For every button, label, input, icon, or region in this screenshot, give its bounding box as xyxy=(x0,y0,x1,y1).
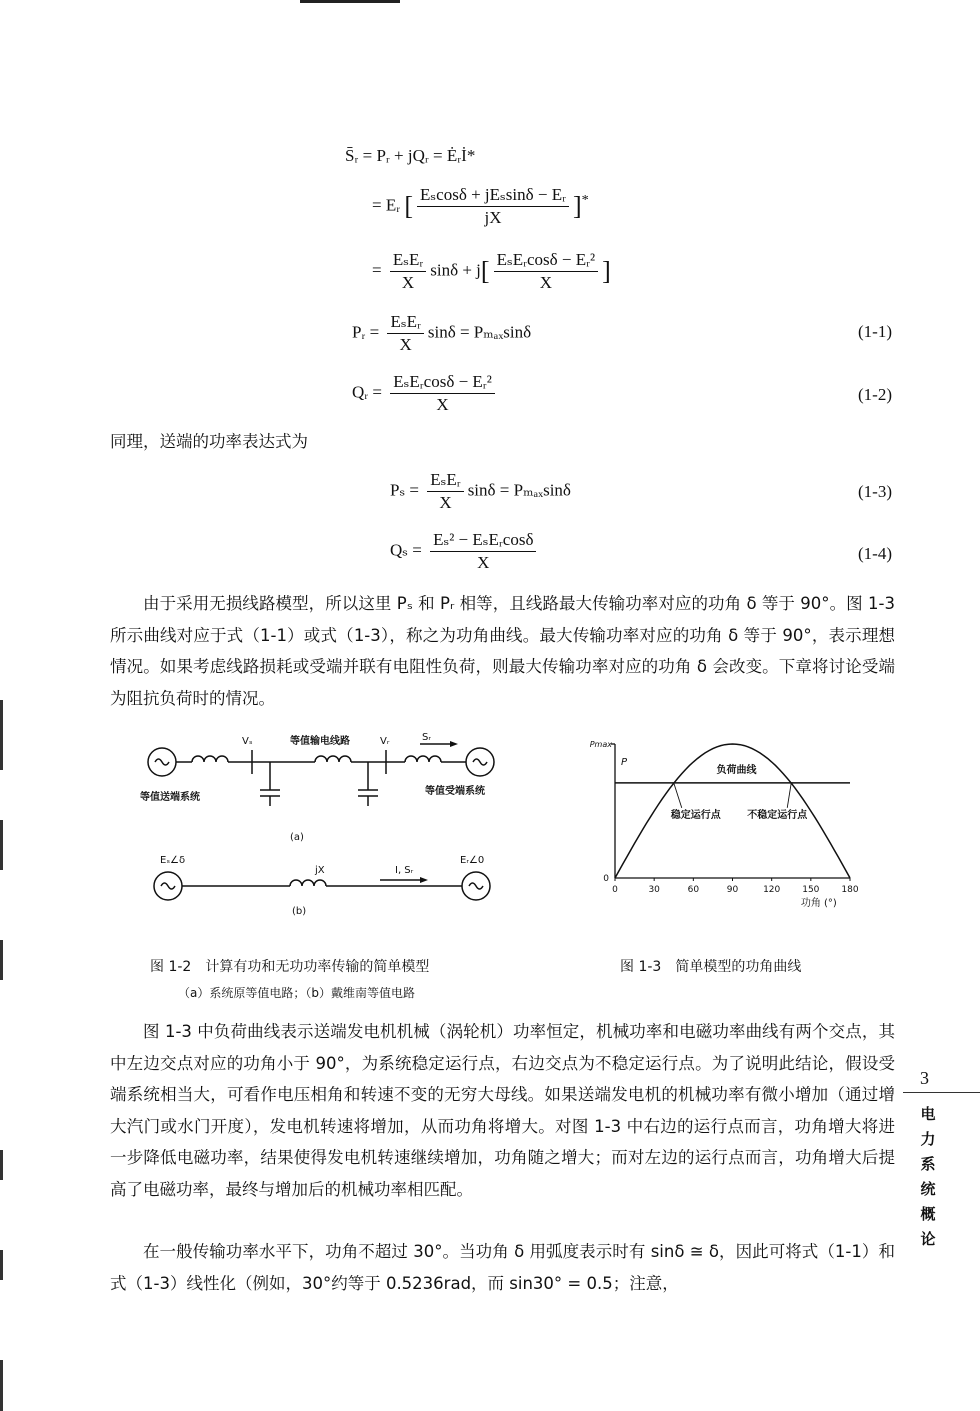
eq-denominator: X xyxy=(477,553,490,572)
load-curve-label: 负荷曲线 xyxy=(716,764,757,776)
label-jx: jX xyxy=(315,865,325,876)
paragraph-3: 在一般传输功率水平下，功角不超过 30°。当功角 δ 用弧度表示时有 sinδ ≅ δ，因此可将式（1-1）和式（1-3）线性化（例如，30°约等于 0.5236rad，而 sin30° = 0.5；注意， xyxy=(110,1242,895,1293)
eq-sr-line3: = $\frac{\text{EₛEᵣ}}{X}$ sinδ + j[ $\frac{\text{EₛEᵣcosδ − Eᵣ²}}{X}$ ] xyxy=(372,250,611,292)
eq-rhs: sinδ = Pₘₐₓsinδ xyxy=(467,480,571,500)
eq-sr-line2: = Eᵣ [ $\frac{\text{Eₛcosδ + jEₛsinδ − Eᵣ}}{jX}$ ]* xyxy=(372,185,589,227)
eq-denominator: jX xyxy=(484,208,502,227)
side-title-char: 电 xyxy=(920,1105,936,1123)
eq-denominator: X xyxy=(539,273,552,292)
x-tick-label: 0 xyxy=(612,885,618,895)
text-same-reason: 同理，送端的功率表达式为 xyxy=(110,432,308,451)
side-rule xyxy=(903,1092,980,1093)
y-tick-label: Pmax xyxy=(589,740,612,749)
margin-bar xyxy=(0,940,3,980)
eq-1-4 xyxy=(390,530,540,573)
figure-1-3-caption: 图 1-3 简单模型的功角曲线 xyxy=(620,959,802,975)
x-tick-label: 30 xyxy=(648,885,660,895)
eq-denominator: X xyxy=(399,335,412,354)
eq-denominator: X xyxy=(401,273,415,292)
eq-number: (1-4) xyxy=(858,544,892,563)
label-send-system: 等值送端系统 xyxy=(140,792,200,803)
figure-1-2-circuit xyxy=(140,730,520,920)
margin-bar xyxy=(0,1250,3,1280)
eq-mid: sinδ + j xyxy=(430,260,481,280)
eq-denominator: X xyxy=(436,395,449,414)
margin-bar xyxy=(0,1150,3,1180)
eq-prefix: = Eᵣ xyxy=(372,195,401,215)
eq-lhs: Qᵣ = xyxy=(352,382,383,402)
margin-bar xyxy=(0,1360,3,1411)
eq-1-2 xyxy=(352,372,499,415)
stable-point-label: 稳定运行点 xyxy=(670,809,721,821)
stable-pointer xyxy=(674,783,682,808)
eq-sr-line1: S̄ᵣ = Pᵣ + jQᵣ = Ėᵣİ* xyxy=(345,146,476,165)
x-tick-label: 150 xyxy=(802,885,820,895)
eq-rhs: sinδ = Pₘₐₓsinδ xyxy=(427,322,532,342)
eq-1-1 xyxy=(352,312,531,355)
side-title-char: 概 xyxy=(920,1205,936,1223)
eq-lhs: Qₛ = xyxy=(390,540,422,560)
power-angle-chart xyxy=(570,730,890,915)
side-title-char: 论 xyxy=(920,1230,936,1248)
eq-numerator: EₛEᵣ xyxy=(390,250,426,272)
unstable-point-label: 不稳定运行点 xyxy=(747,809,808,821)
top-rule xyxy=(360,0,400,3)
eq-lhs: Pₛ = xyxy=(390,480,420,500)
side-title-char: 系 xyxy=(920,1155,936,1173)
x-tick-label: 90 xyxy=(726,885,739,895)
p-level-label: P xyxy=(621,756,628,768)
x-tick-label: 180 xyxy=(841,885,859,895)
label-b: (b) xyxy=(292,906,307,917)
paragraph-2: 图 1-3 中负荷曲线表示送端发电机机械（涡轮机）功率恒定，机械功率和电磁功率曲线有两个交点，其中左边交点对应的功角小于 90°，为系统稳定运行点，右边交点为不稳定运行点。为了说明此结论，假设受端系统相当大，可看作电压相角和转速不变的无穷大母线。如果送端发电机的机械功率有微小增加（通过增大汽门或水门开度），发电机转速将增加，从而功角将增大。对图 1-3 中右边的运行点而言，功角增大将进一步降低电磁功率，结果使得发电机转速继续增加，功角随之增大；而对左边的运行点而言，功角增大后提高了电磁功率，最终与增加后的机械功率相匹配。 xyxy=(110,1022,895,1199)
unstable-pointer xyxy=(787,783,791,808)
margin-bar xyxy=(0,820,3,870)
eq-numerator: EₛEᵣcosδ − Eᵣ² xyxy=(390,372,495,394)
label-es: Eₛ∠δ xyxy=(160,855,186,866)
eq-number: (1-3) xyxy=(858,482,892,501)
eq-denominator: X xyxy=(439,493,452,512)
label-i-sr: I, Sᵣ xyxy=(395,865,414,876)
figure-1-2-caption: 图 1-2 计算有功和无功功率传输的简单模型 xyxy=(150,959,430,975)
eq-1-3 xyxy=(390,470,571,513)
label-a: (a) xyxy=(290,832,304,843)
figure-1-2-subcaption: （a）系统原等值电路；（b）戴维南等值电路 xyxy=(178,986,415,1000)
x-axis-label: 功角 (°) xyxy=(800,898,837,909)
label-vs: Vₛ xyxy=(242,736,253,747)
eq-numerator: EₛEᵣcosδ − Eᵣ² xyxy=(494,250,599,272)
eq-numerator: Eₛcosδ + jEₛsinδ − Eᵣ xyxy=(417,185,569,207)
label-sr: Sᵣ xyxy=(422,732,431,743)
eq-numerator: EₛEᵣ xyxy=(427,470,463,492)
eq-number: (1-2) xyxy=(858,385,892,404)
label-vr: Vᵣ xyxy=(380,736,390,747)
label-er: Eᵣ∠0 xyxy=(460,855,485,866)
y-tick-label: 0 xyxy=(603,874,609,884)
chapter-side-title xyxy=(918,1102,938,1252)
label-receive-system: 等值受端系统 xyxy=(425,786,485,797)
paragraph-1: 由于采用无损线路模型，所以这里 Pₛ 和 Pᵣ 相等，且线路最大传输功率对应的功角 δ 等于 90°。图 1-3 所示曲线对应于式（1-1）或式（1-3），称之为功角曲线。最大传输功率对应的功角 δ 等于 90°，表示理想情况。如果考虑线路损耗或受端并联有电阻性负荷，则最大传输功率对应的功角 δ 会改变。下章将讨论受端为阻抗负荷时的情况。 xyxy=(110,594,895,708)
x-tick-label: 60 xyxy=(687,885,700,895)
eq-lhs: Pᵣ = xyxy=(352,322,380,342)
label-equivalent-line: 等值输电线路 xyxy=(290,736,350,747)
side-title-char: 力 xyxy=(920,1130,936,1148)
eq-numerator: EₛEᵣ xyxy=(387,312,423,334)
eq-numerator: Eₛ² − EₛEᵣcosδ xyxy=(430,530,536,552)
eq-number: (1-1) xyxy=(858,322,892,341)
side-title-char: 统 xyxy=(920,1180,936,1198)
page-number: 3 xyxy=(920,1068,929,1088)
x-tick-label: 120 xyxy=(763,885,781,895)
margin-bar xyxy=(0,700,3,770)
